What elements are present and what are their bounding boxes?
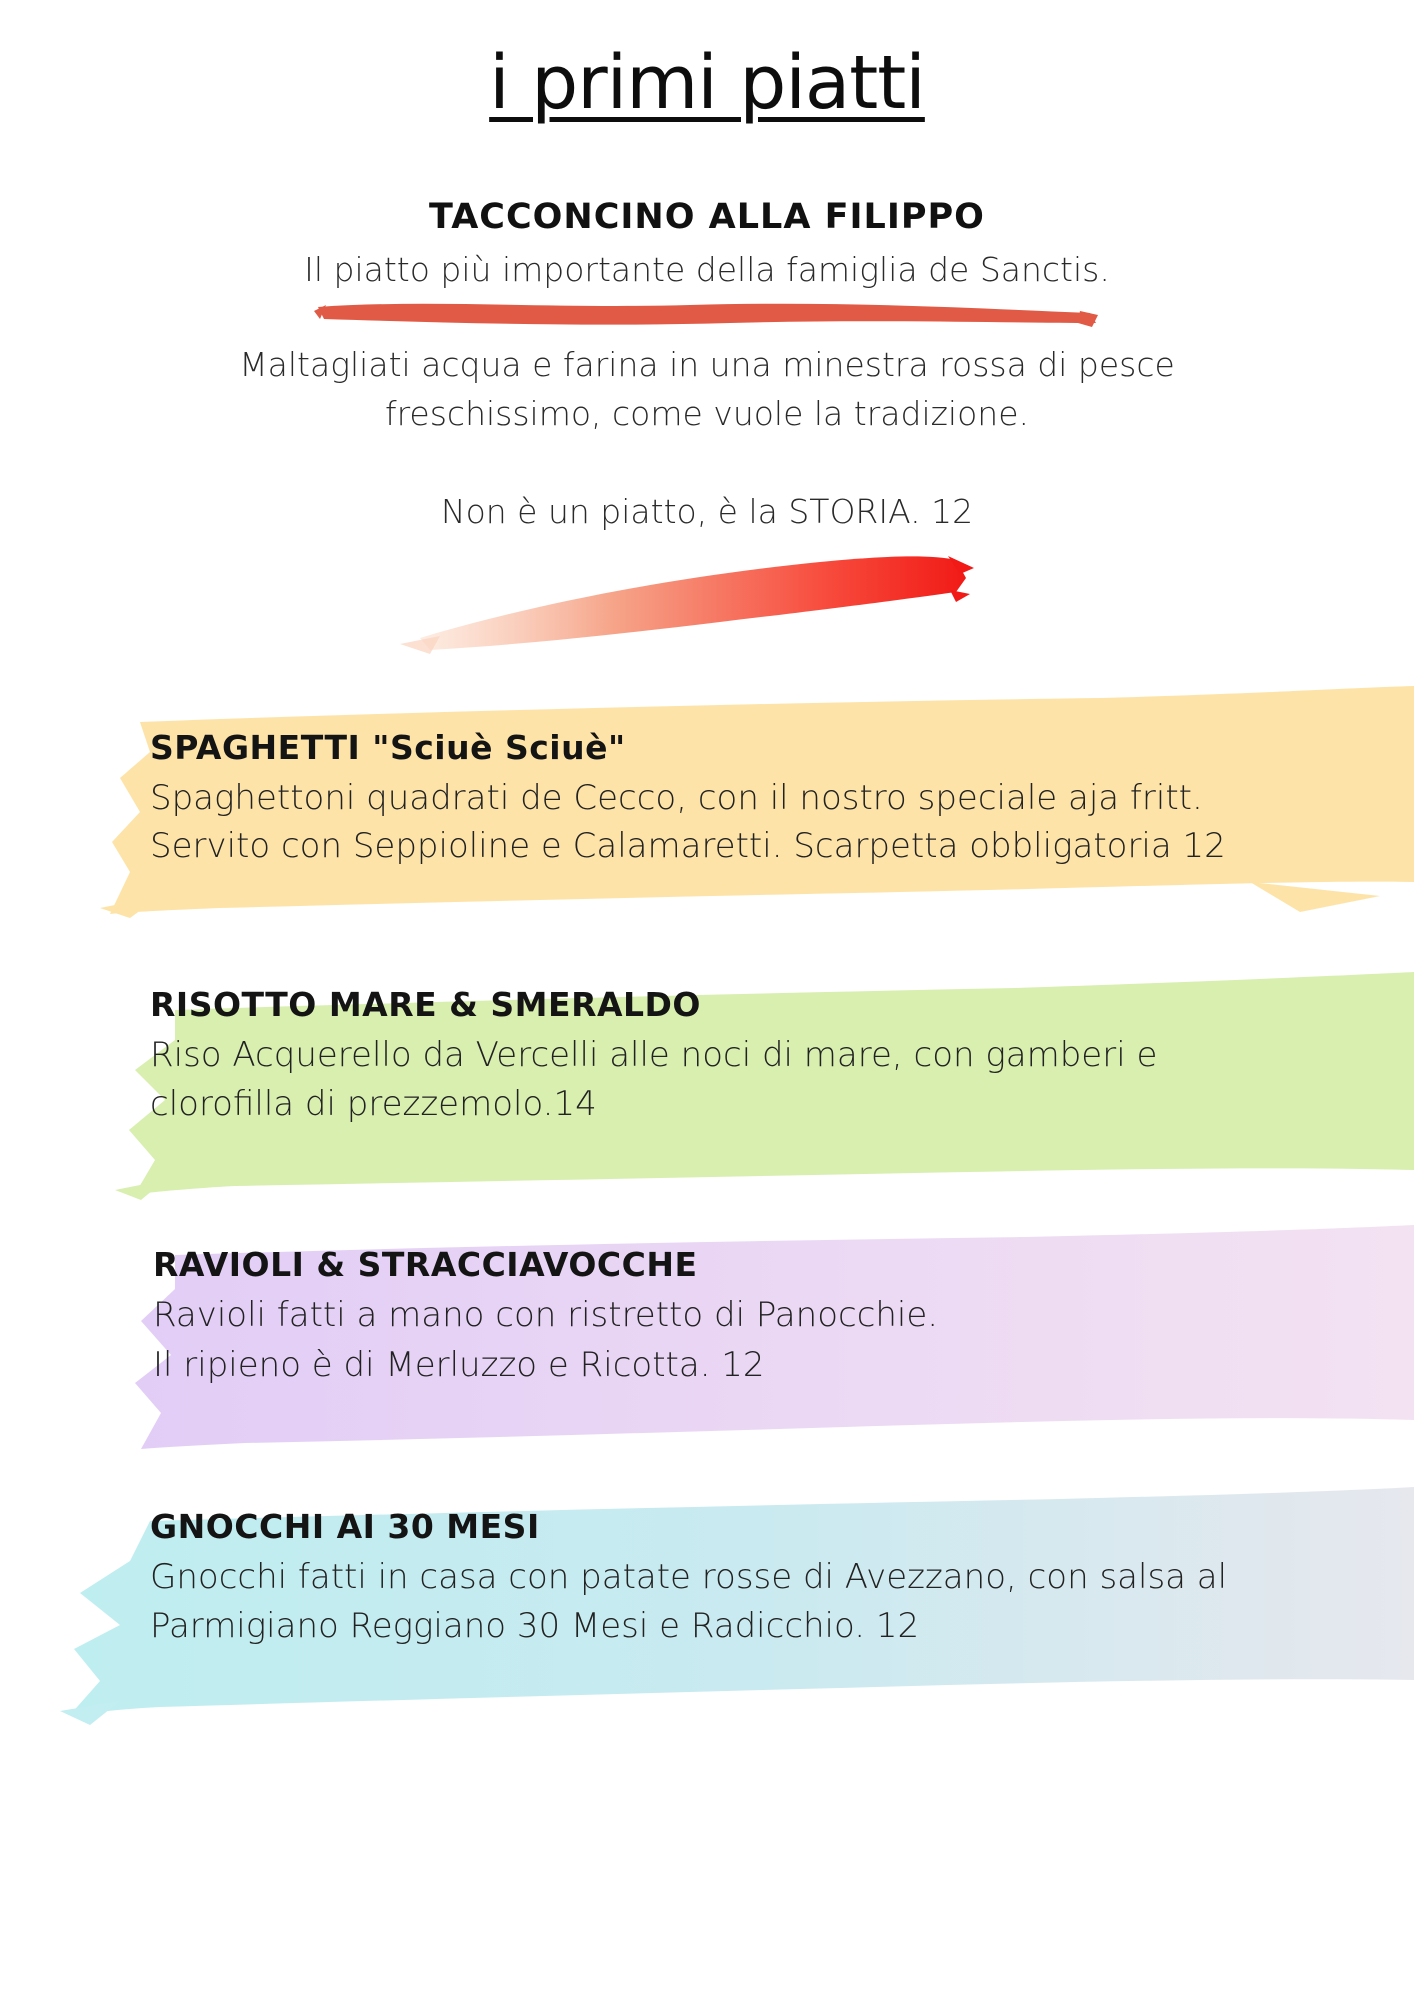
page-title-text: i primi piatti xyxy=(489,40,925,126)
dish-description-line: Parmigiano Reggiano 30 Mesi e Radicchio. 12 xyxy=(150,1606,920,1646)
featured-dish-description-line: Maltagliati acqua e farina in una minestra rossa di pesce xyxy=(239,345,1175,384)
page-title xyxy=(0,40,1414,126)
red-underline-stroke xyxy=(310,293,1100,337)
featured-dish-name: TACCONCINO ALLA FILIPPO xyxy=(429,197,985,237)
dish-name: RISOTTO MARE & SMERALDO xyxy=(150,985,701,1024)
featured-dish-tagline: Il piatto più importante della famiglia de Sanctis. xyxy=(304,250,1110,289)
dish-name: SPAGHETTI "Sciuè Sciuè" xyxy=(150,728,626,767)
dish-name: RAVIOLI & STRACCIAVOCCHE xyxy=(153,1245,698,1284)
dish-description-line: Riso Acquerello da Vercelli alle noci di mare, con gamberi e xyxy=(150,1035,1158,1075)
dish-description-line: Il ripieno è di Merluzzo e Ricotta. 12 xyxy=(153,1345,765,1385)
red-gradient-brush-stroke xyxy=(400,548,980,658)
dish-description-line: Spaghettoni quadrati de Cecco, con il nostro speciale aja fritt. xyxy=(150,778,1203,818)
dish-description-line: clorofilla di prezzemolo.14 xyxy=(150,1084,597,1124)
dish-description-line: Ravioli fatti a mano con ristretto di Panocchie. xyxy=(153,1295,939,1335)
featured-dish-description-line: freschissimo, come vuole la tradizione. xyxy=(384,394,1030,433)
dish-description-line: Gnocchi fatti in casa con patate rosse di Avezzano, con salsa al xyxy=(150,1557,1228,1597)
dish-description-line: Servito con Seppioline e Calamaretti. Scarpetta obbligatoria 12 xyxy=(150,826,1226,866)
featured-dish-closing: Non è un piatto, è la STORIA. 12 xyxy=(440,492,974,531)
dish-name: GNOCCHI AI 30 MESI xyxy=(150,1507,540,1546)
